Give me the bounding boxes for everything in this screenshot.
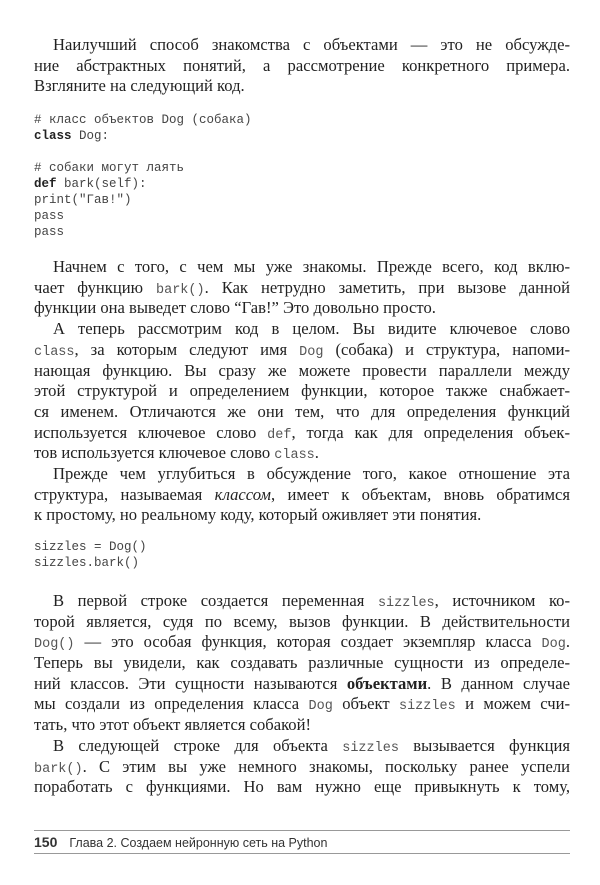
text-run: , источником ко- <box>434 591 570 610</box>
text-line <box>34 340 570 361</box>
text-run: — это особая функция, которая создает экземпляр класса <box>74 632 542 652</box>
text-line <box>34 56 570 77</box>
text-run: мы создали из определения класса <box>34 694 309 714</box>
text-line <box>34 715 570 736</box>
text-run: , за которым следуют имя <box>74 339 300 359</box>
inline-code: Dog() <box>34 637 75 653</box>
text-run: pass <box>34 225 65 240</box>
inline-code: bark() <box>156 282 205 298</box>
text-run: объект <box>332 694 399 714</box>
text-line <box>34 464 570 485</box>
text-run: Взгляните на следующий код. <box>34 76 245 96</box>
text-line <box>34 591 570 612</box>
inline-code: sizzles <box>342 740 399 756</box>
text-line <box>34 539 570 555</box>
text-line <box>34 757 570 778</box>
text-run: # собаки могут лаять <box>34 161 185 176</box>
text-line <box>34 443 570 464</box>
text-line <box>34 632 570 653</box>
text-line <box>34 361 570 382</box>
text-run: Теперь вы увидели, как создавать различные сущности из определе- <box>34 653 570 673</box>
text-line <box>34 423 570 444</box>
paragraph <box>34 35 570 97</box>
code-keyword: class <box>34 129 72 144</box>
text-run: тать, что этот объект является собакой! <box>34 715 311 735</box>
text-run: вызывается функция <box>398 735 570 755</box>
text-run: к простому, но реальному коду, который оживляет эти понятия. <box>34 505 482 525</box>
text-run: ний классов. Эти сущности называются <box>34 673 347 693</box>
text-line <box>34 35 570 56</box>
text-run: тов используется ключевое слово <box>34 443 275 463</box>
text-run: поработать с функциями. Но вам нужно еще привыкнуть к тому, <box>34 777 570 797</box>
text-run: Dog: <box>71 129 110 144</box>
text-line <box>34 653 570 674</box>
inline-code: sizzles <box>398 699 456 715</box>
inline-code: class <box>274 448 315 464</box>
text-line <box>34 257 570 278</box>
text-run: Прежде чем углубиться в обсуждение того, какое отношение эта <box>53 463 570 483</box>
text-line <box>34 381 570 402</box>
paragraph <box>34 591 570 736</box>
text-line <box>34 192 570 208</box>
code-listing <box>34 112 570 240</box>
text-run: , имеет к объектам, вновь обратимся <box>271 484 570 504</box>
italic-term: классом <box>214 484 271 504</box>
text-run: . <box>565 632 570 652</box>
text-run: и можем счи- <box>455 694 570 714</box>
text-line <box>34 612 570 633</box>
code-keyword: def <box>34 177 57 192</box>
text-run: торой является, судя по всему, вызов функции. В действительности <box>34 611 570 631</box>
inline-code: sizzles <box>377 596 435 611</box>
text-run: В первой строке создается переменная <box>53 591 378 610</box>
text-run: sizzles = Dog() <box>34 540 147 554</box>
text-run: sizzles.bark() <box>34 556 140 570</box>
text-run: В следующей строке для объекта <box>53 735 343 755</box>
page-body <box>34 35 570 798</box>
page-footer <box>34 830 570 854</box>
text-line <box>34 160 570 176</box>
text-line <box>34 402 570 423</box>
text-run: этой структурой и определением функции, которое также снабжает- <box>34 381 570 401</box>
text-run: . С этим вы уже немного знакомы, поскольку ранее успели <box>82 756 570 776</box>
text-run: ние абстрактных понятий, а рассмотрение конкретного примера. <box>34 55 570 75</box>
inline-code: bark() <box>34 761 83 777</box>
text-line <box>34 112 570 128</box>
inline-code: Dog <box>299 344 324 360</box>
text-run: (собака) и структура, напоми- <box>323 339 570 359</box>
page-number: 150 <box>34 834 58 850</box>
text-run: pass <box>34 209 65 224</box>
text-run: # класс объектов Dog (собака) <box>34 113 252 128</box>
text-run: Наилучший способ знакомства с объектами — это не обсужде- <box>53 35 570 54</box>
text-run: . В данном случае <box>427 673 570 693</box>
text-run: структура, называемая <box>34 484 215 504</box>
text-line <box>34 278 570 299</box>
text-line <box>34 76 570 97</box>
text-run: Начнем с того, с чем мы уже знакомы. Прежде всего, код вклю- <box>53 257 570 277</box>
text-line <box>34 298 570 319</box>
text-run: чает функцию <box>34 277 156 297</box>
paragraph <box>34 319 570 464</box>
text-line <box>34 485 570 506</box>
text-run: функции она выведет слово “Гав!” Это довольно просто. <box>34 298 436 318</box>
text-run: ся именем. Отличаются же они тем, что для определения функций <box>34 401 570 421</box>
inline-code: def <box>267 427 292 443</box>
running-header-chapter: Глава 2. Создаем нейронную сеть на Python <box>69 836 328 850</box>
text-line <box>34 208 570 224</box>
text-run: . <box>314 443 319 463</box>
text-run: используется ключевое слово <box>34 422 268 442</box>
bold-term: объектами <box>346 673 428 693</box>
paragraph <box>34 464 570 526</box>
text-line <box>34 505 570 526</box>
text-line <box>34 555 570 571</box>
inline-code: class <box>34 344 75 360</box>
text-run: print("Гав!") <box>34 193 132 208</box>
text-line <box>34 694 570 715</box>
text-run: bark(self): <box>56 177 147 192</box>
text-run: , тогда как для определения объек- <box>291 422 570 442</box>
text-run: А теперь рассмотрим код в целом. Вы видите ключевое слово <box>53 319 570 339</box>
code-listing <box>34 539 570 571</box>
paragraph <box>34 257 570 319</box>
text-line <box>34 144 570 160</box>
text-line <box>34 128 570 144</box>
inline-code: Dog <box>308 699 333 715</box>
text-line <box>34 319 570 340</box>
paragraph <box>34 736 570 798</box>
text-line <box>34 777 570 798</box>
text-line <box>34 224 570 240</box>
inline-code: Dog <box>541 637 566 653</box>
text-run: . Как нетрудно заметить, при вызове данной <box>204 277 571 297</box>
text-run: нающая функцию. Вы сразу же можете провести параллели между <box>34 360 570 380</box>
text-line <box>34 176 570 192</box>
text-line <box>34 674 570 695</box>
text-line <box>34 736 570 757</box>
